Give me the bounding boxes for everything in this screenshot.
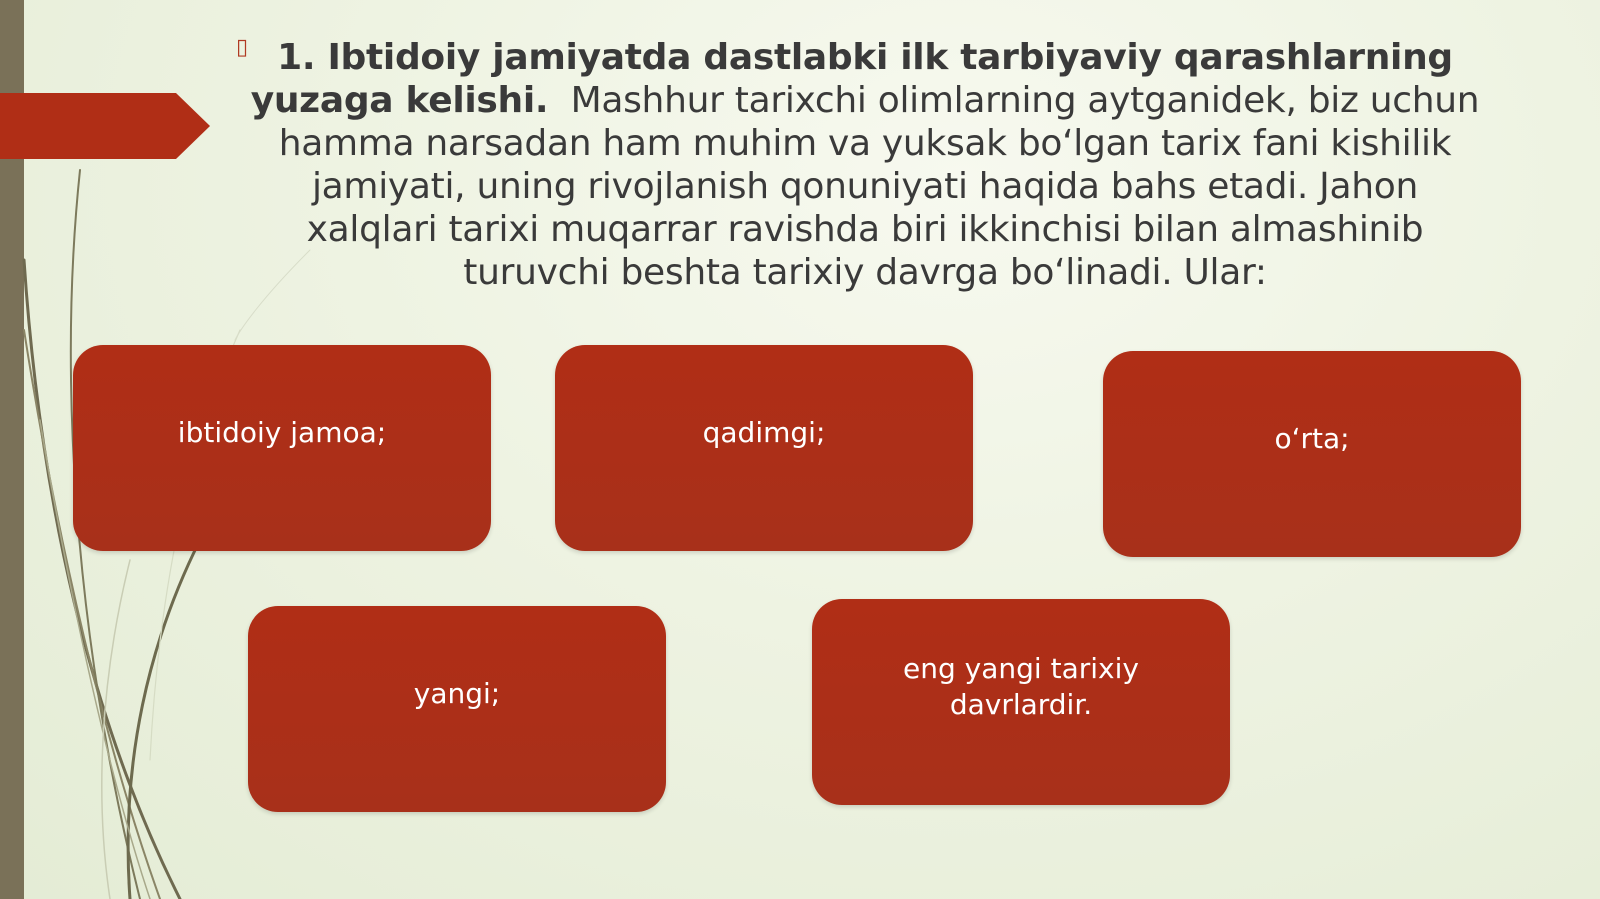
slide-heading <box>250 36 1480 294</box>
period-label: oʻrta; <box>1274 422 1350 455</box>
period-label: qadimgi; <box>702 416 826 449</box>
period-card-medieval <box>1103 351 1521 557</box>
period-label: ibtidoiy jamoa; <box>177 416 387 449</box>
bullet-icon: ▯ <box>236 35 249 60</box>
heading-body-text: Mashhur tarixchi olimlarning aytganidek, biz uchun hamma narsadan ham muhim va yuksak boʻlgan tarix fani kishilik jamiyati, uning rivojlanish qonuniyati haqida bahs etadi. Jahon xalqlari tarixi muqarrar ravishda biri ikkinchisi bilan almashinib turuvchi beshta tarixiy davrga boʻlinadi. Ular: <box>278 80 1480 293</box>
period-card-modern <box>248 606 666 812</box>
period-label: yangi; <box>413 677 501 710</box>
arrow-tab-shape <box>0 93 210 159</box>
period-card-contemporary <box>812 599 1230 805</box>
period-card-primitive <box>73 345 491 551</box>
period-label: eng yangi tarixiy davrlardir. <box>903 652 1139 721</box>
heading-bold-text: 1. Ibtidoiy jamiyatda dastlabki ilk tarbiyaviy qarashlarning yuzaga kelishi. <box>250 37 1453 121</box>
period-card-ancient <box>555 345 973 551</box>
